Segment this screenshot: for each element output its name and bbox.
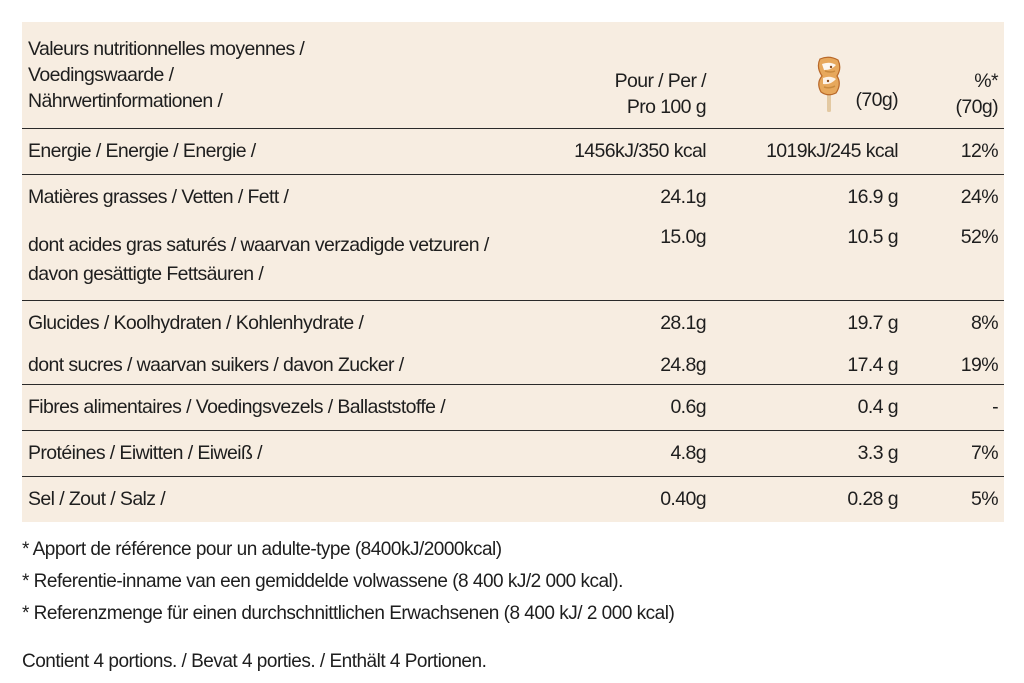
nutrient-label bbox=[22, 129, 554, 175]
nutrient-label bbox=[22, 431, 554, 477]
percent-ri-value: 5% bbox=[904, 477, 1004, 523]
table-row bbox=[22, 385, 1004, 431]
percent-ri-value: 8% bbox=[904, 301, 1004, 347]
nutrient-label-line: Glucides / Koolhydraten / Kohlenhydrate / bbox=[28, 312, 364, 334]
nutrient-label-line: dont acides gras saturés / waarvan verzadigde vetzuren / bbox=[28, 234, 489, 256]
portion-size-label: (70g) bbox=[855, 89, 898, 111]
nutrition-rows bbox=[22, 129, 1004, 523]
per-100g-value: 28.1g bbox=[554, 301, 712, 347]
per-portion-value: 0.4 g bbox=[712, 385, 904, 431]
per-portion-value: 1019kJ/245 kcal bbox=[712, 129, 904, 175]
nutrient-label-line: davon gesättigte Fettsäuren / bbox=[28, 263, 264, 285]
footnote-fr: * Apport de référence pour un adulte-type (8400kJ/2000kcal) bbox=[22, 539, 502, 560]
table-row bbox=[22, 175, 1004, 221]
percent-ri-value: 12% bbox=[904, 129, 1004, 175]
percent-ri-value: 52% bbox=[960, 226, 998, 248]
header-per-100g bbox=[554, 22, 712, 129]
per-portion-value: 0.28 g bbox=[712, 477, 904, 523]
footnote-nl: * Referentie-inname van een gemiddelde volwassene (8 400 kJ/2 000 kcal). bbox=[22, 571, 623, 592]
ice-cream-bar-icon bbox=[811, 55, 847, 113]
table-row bbox=[22, 346, 1004, 385]
table-header-row bbox=[22, 22, 1004, 129]
header-percent-ri bbox=[904, 22, 1004, 129]
per-100g-value: 0.40g bbox=[554, 477, 712, 523]
nutrition-table bbox=[22, 22, 1004, 522]
header-label bbox=[22, 22, 554, 129]
header-percent-line: (70g) bbox=[955, 96, 998, 118]
header-label-line: Valeurs nutritionnelles moyennes / bbox=[28, 38, 305, 60]
per-portion-value: 19.7 g bbox=[712, 301, 904, 347]
per-portion-value: 10.5 g bbox=[847, 226, 898, 248]
per-100g-value: 4.8g bbox=[554, 431, 712, 477]
portions-note: Contient 4 portions. / Bevat 4 porties. / Enthält 4 Portionen. bbox=[22, 651, 487, 672]
nutrient-label bbox=[22, 301, 554, 347]
percent-ri-value: 24% bbox=[904, 175, 1004, 221]
per-100g-value: 24.1g bbox=[554, 175, 712, 221]
footnotes bbox=[22, 534, 1004, 678]
percent-ri-value: - bbox=[904, 385, 1004, 431]
nutrient-label bbox=[22, 220, 554, 301]
nutrient-label-line: Fibres alimentaires / Voedingsvezels / Ballaststoffe / bbox=[28, 396, 446, 418]
table-row bbox=[22, 129, 1004, 175]
table-row bbox=[22, 220, 1004, 301]
per-portion-value: 16.9 g bbox=[712, 175, 904, 221]
nutrient-label bbox=[22, 385, 554, 431]
per-100g-value: 15.0g bbox=[660, 226, 706, 248]
header-per-portion bbox=[712, 22, 904, 129]
per-100g-value: 24.8g bbox=[660, 353, 706, 376]
table-row bbox=[22, 301, 1004, 347]
per-100g-value: 0.6g bbox=[554, 385, 712, 431]
nutrient-label-line: Sel / Zout / Salz / bbox=[28, 488, 166, 510]
per-100g-value: 1456kJ/350 kcal bbox=[554, 129, 712, 175]
percent-ri-value: 19% bbox=[960, 353, 998, 376]
nutrient-label-line: dont sucres / waarvan suikers / davon Zucker / bbox=[28, 353, 404, 376]
header-label-line: Voedingswaarde / bbox=[28, 64, 174, 86]
table-row bbox=[22, 477, 1004, 523]
header-per100-line: Pour / Per / bbox=[614, 70, 706, 92]
header-percent-line: %* bbox=[974, 70, 998, 92]
per-portion-value: 17.4 g bbox=[847, 353, 898, 376]
nutrient-label bbox=[22, 477, 554, 523]
nutrition-panel bbox=[22, 22, 1004, 678]
nutrient-label-line: Energie / Energie / Energie / bbox=[28, 140, 256, 162]
header-label-line: Nährwertinformationen / bbox=[28, 90, 223, 112]
nutrient-label-line: Protéines / Eiwitten / Eiweiß / bbox=[28, 442, 262, 464]
nutrient-label-line: Matières grasses / Vetten / Fett / bbox=[28, 186, 289, 208]
nutrient-label bbox=[22, 346, 554, 385]
footnote-de: * Referenzmenge für einen durchschnittlichen Erwachsenen (8 400 kJ/ 2 000 kcal) bbox=[22, 603, 675, 624]
nutrient-label bbox=[22, 175, 554, 221]
percent-ri-value: 7% bbox=[904, 431, 1004, 477]
header-per100-line: Pro 100 g bbox=[626, 96, 706, 118]
per-portion-value: 3.3 g bbox=[712, 431, 904, 477]
table-row bbox=[22, 431, 1004, 477]
